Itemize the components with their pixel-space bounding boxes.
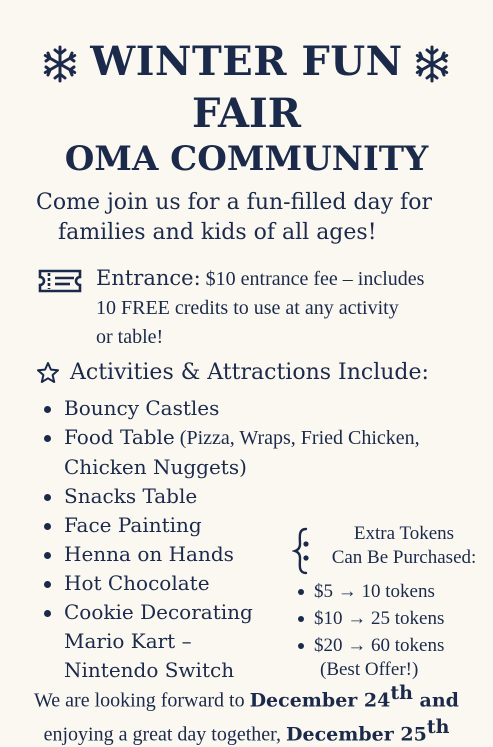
footer-text: [0, 680, 493, 747]
footer-line-1: We are looking forward to December 24th and: [34, 682, 459, 712]
title-row: [0, 38, 493, 86]
entrance-line-2: 10 FREE credits to use at any activity: [96, 297, 399, 319]
entrance-text: [96, 264, 486, 352]
tokens-list: [292, 578, 492, 659]
token-option: $20 → 60 tokens: [292, 632, 492, 659]
list-item: Food Table (Pizza, Wraps, Fried Chicken,: [40, 423, 480, 453]
token-option: $10 → 25 tokens: [292, 605, 492, 632]
list-item: Snacks Table: [40, 482, 480, 511]
intro-line-2: families and kids of all ages!: [58, 220, 377, 245]
intro-line-1: Come join us for a fun-filled day for: [36, 190, 432, 215]
list-item: Hot Chocolate: [40, 569, 480, 598]
activities-heading-text: Activities & Attractions Include:: [70, 360, 429, 385]
entrance-fee: $10 entrance fee – includes: [200, 268, 425, 290]
best-offer-note: (Best Offer!): [320, 659, 419, 680]
star-icon: [36, 361, 60, 385]
ticket-icon: [36, 268, 84, 294]
list-item: Bouncy Castles: [40, 394, 480, 423]
list-item-continuation: Nintendo Switch: [64, 658, 235, 682]
activities-heading: [36, 358, 476, 388]
tokens-heading: Extra Tokens Can Be Purchased:: [331, 523, 477, 568]
intro-text: [36, 188, 466, 248]
entrance-label: Entrance:: [96, 266, 201, 290]
list-item-continuation: Chicken Nuggets): [64, 455, 247, 479]
entrance-line-3: or table!: [96, 326, 164, 348]
footer-line-2: enjoying a great day together, December 25th: [43, 715, 450, 746]
title-line-2: FAIR: [191, 90, 302, 137]
token-option: $5 → 10 tokens: [292, 578, 492, 605]
title-line-3: OMA COMMUNITY: [64, 139, 429, 179]
list-item: Face Painting: [40, 511, 480, 540]
list-item-continuation: Mario Kart –: [64, 629, 192, 653]
brace-icon: [292, 526, 312, 576]
list-item: Henna on Hands: [40, 540, 480, 569]
list-item: Cookie Decorating: [40, 598, 480, 627]
title-line-1: WINTER FUN: [90, 38, 403, 85]
